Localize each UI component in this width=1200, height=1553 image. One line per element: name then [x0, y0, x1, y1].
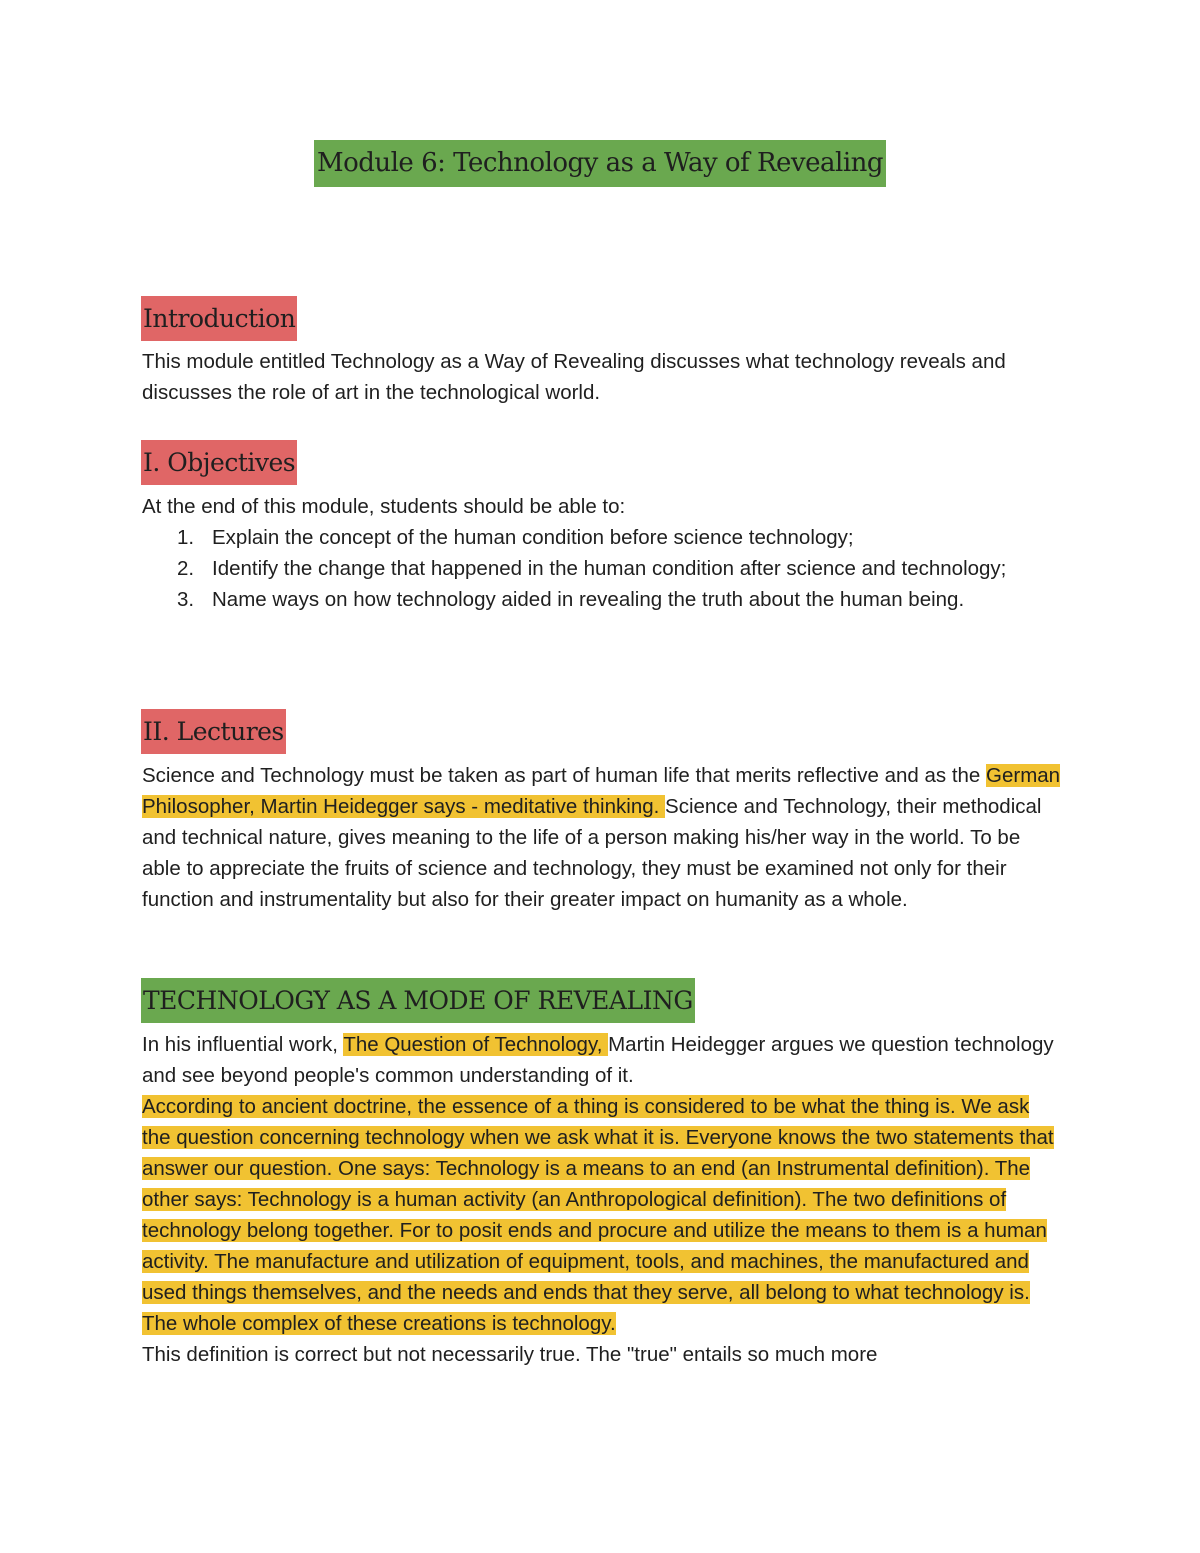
objectives-list	[142, 522, 1092, 615]
list-item-number: 1.	[177, 526, 195, 549]
list-item-text: Explain the concept of the human condition before science technology;	[212, 526, 854, 549]
list-item	[177, 584, 1092, 615]
lectures-text-after: Science and Technology, their methodical and technical nature, gives meaning to the life of a person making his/her way in the world. To be able to appreciate the fruits of science and technology, they must be examined not only for their function and instrumentality but also for their greater impact on humanity as a whole.	[142, 795, 1042, 911]
lectures-text	[142, 760, 1062, 915]
list-item	[177, 522, 1092, 553]
page-title: Module 6: Technology as a Way of Revealing	[314, 140, 886, 187]
objectives-lead: At the end of this module, students should be able to:	[142, 495, 626, 518]
list-item	[177, 553, 1092, 584]
revealing-text	[142, 1029, 1062, 1370]
question-of-technology-highlight: The Question of Technology,	[343, 1033, 609, 1056]
heidegger-highlight: German Philosopher, Martin Heidegger says - meditative thinking.	[142, 764, 1061, 818]
lectures-text-before: Science and Technology must be taken as part of human life that merits reflective and as the	[142, 764, 987, 787]
introduction-heading: Introduction	[141, 296, 297, 341]
list-item-text: Name ways on how technology aided in revealing the truth about the human being.	[212, 588, 965, 611]
revealing-heading: TECHNOLOGY AS A MODE OF REVEALING	[141, 978, 695, 1023]
objectives-heading: I. Objectives	[141, 440, 297, 485]
list-item-text: Identify the change that happened in the human condition after science and technology;	[212, 557, 1007, 580]
list-item-number: 2.	[177, 557, 195, 580]
introduction-text: This module entitled Technology as a Way of Revealing discusses what technology reveals and discusses the role of art in the technological world.	[142, 350, 1006, 404]
essence-quote-highlight: According to ancient doctrine, the essence of a thing is considered to be what the thing is. We ask the question concerning technology when we ask what it is. Everyone knows the two statements that answer our question. One says: Technology is a means to an end (an Instrumental definition). The other says: Technology is a human activity (an Anthropological definition). The two definitions of technology belong together. For to posit ends and procure and utilize the means to them is a human activity. The manufacture and utilization of equipment, tools, and machines, the manufactured and used things themselves, and the needs and ends that they serve, all belong to what technology is. The whole complex of these creations is technology.	[142, 1095, 1054, 1335]
title-wrapper	[0, 140, 1200, 187]
revealing-text-before: In his influential work,	[142, 1033, 344, 1056]
lectures-heading: II. Lectures	[141, 709, 286, 754]
list-item-number: 3.	[177, 588, 195, 611]
revealing-closing-text: This definition is correct but not necessarily true. The "true" entails so much more	[142, 1343, 878, 1366]
revealing-text-after: Martin Heidegger argues we question technology and see beyond people's common understanding of it.	[142, 1033, 1054, 1087]
